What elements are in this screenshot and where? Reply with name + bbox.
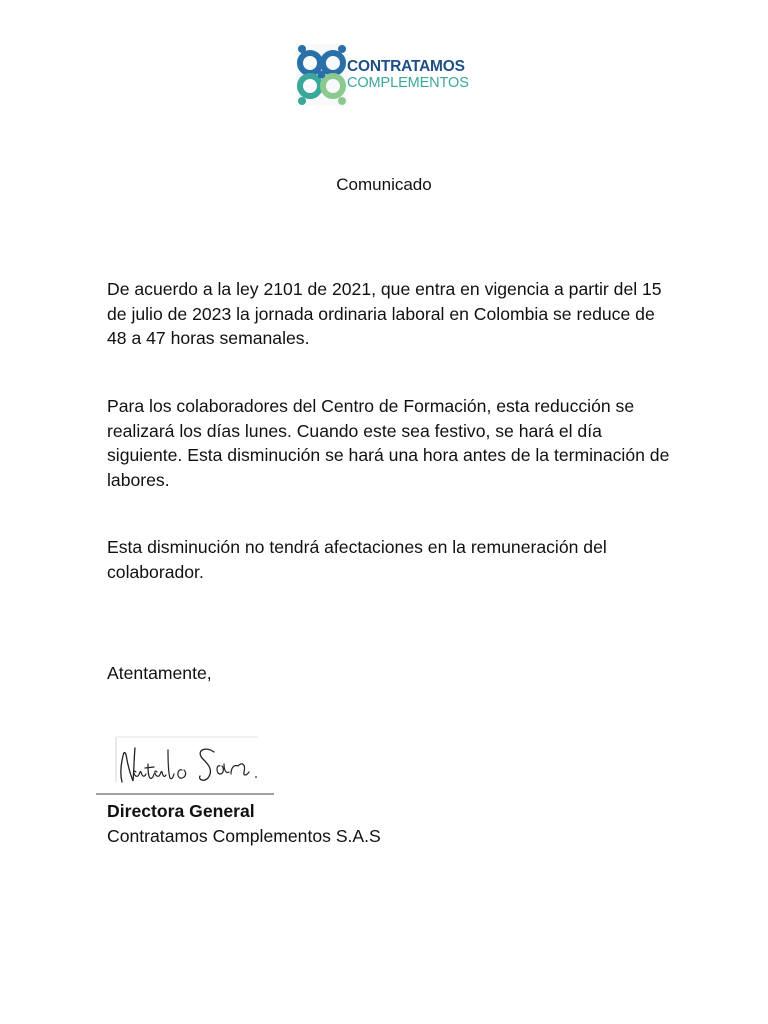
signatory-role: Directora General [107, 801, 255, 821]
interlocking-rings-logo-icon [296, 44, 348, 106]
closing-salutation: Atentamente, [107, 663, 212, 683]
paragraph-schedule-details: Para los colaboradores del Centro de Formación, esta reducción se realizará los días lunes. Cuando este sea festivo, se hará el día siguiente. Esta disminución se hará una hora antes de la terminación de labores. [107, 396, 670, 491]
brand-name-line-1: CONTRATAMOS [347, 58, 465, 75]
paragraph-remuneration: Esta disminución no tendrá afectaciones en la remuneración del colaborador. [107, 537, 607, 582]
paragraph-law-reduction: De acuerdo a la ley 2101 de 2021, que entra en vigencia a partir del 15 de julio de 2023 la jornada ordinaria laboral en Colombia se reduce de 48 a 47 horas semanales. [107, 279, 662, 349]
handwritten-signature [96, 734, 276, 798]
company-logo [296, 44, 472, 106]
document-title: Comunicado [336, 175, 432, 194]
signatory-company: Contratamos Complementos S.A.S [107, 826, 381, 846]
brand-name-line-2: COMPLEMENTOS [347, 75, 469, 91]
